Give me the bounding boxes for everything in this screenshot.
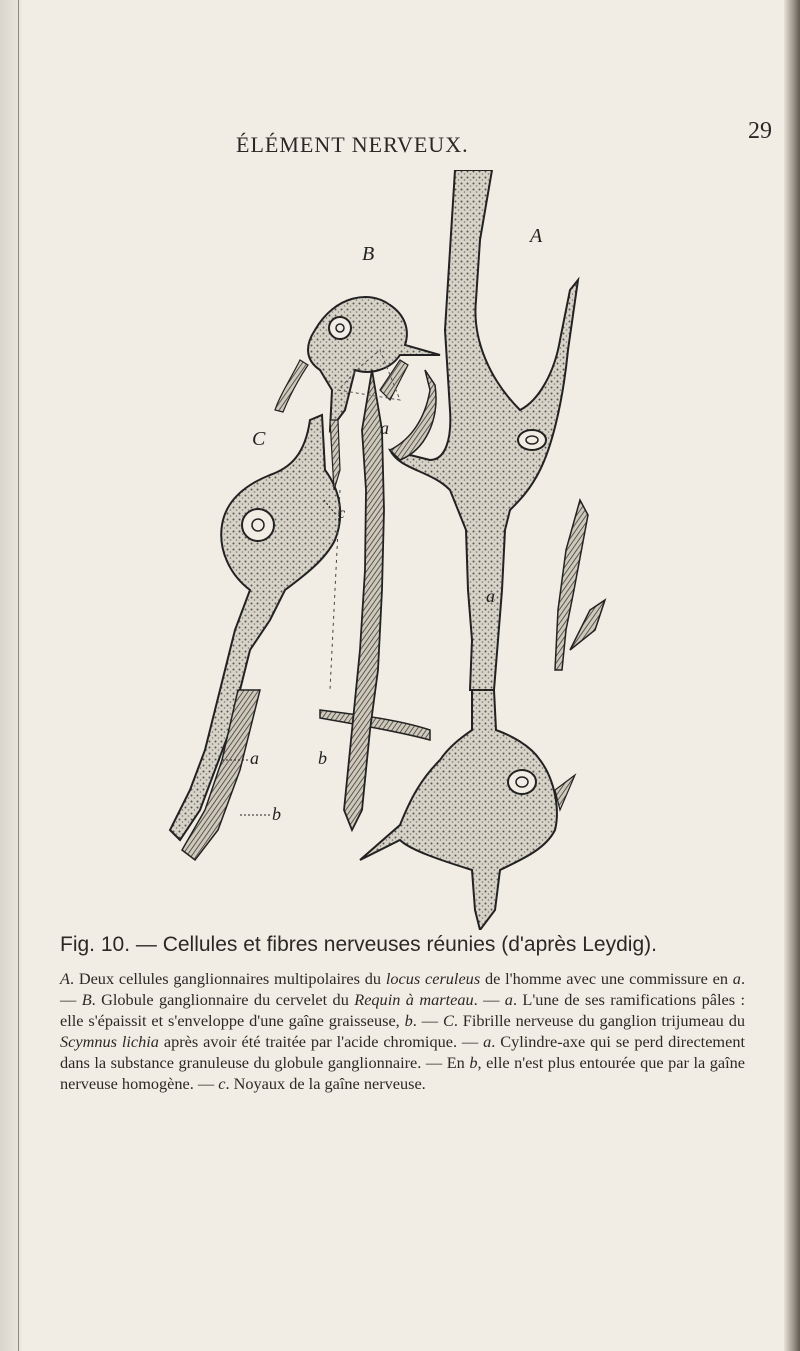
caption-C-a: a [483,1032,492,1051]
caption-B-italic: Requin à marteau [354,990,474,1009]
caption-c-letter: c [218,1074,226,1093]
label-B: B [362,243,375,265]
label-b-left: b [272,804,281,824]
caption-c-text: . Noyaux de la gaîne nerveuse. [225,1074,426,1093]
caption-C-b: b [469,1053,478,1072]
page-border-line [18,0,19,1351]
caption-A-text: . Deux cellules ganglionnaires multipolaires du [69,969,386,988]
caption-C-italic: Scymnus lichia [60,1032,159,1051]
label-a-left: a [250,748,259,768]
caption-C-text4: , elle n'est plus entourée que par la gaîne nerveuse homogène. — [60,1053,745,1093]
caption-a-b: b [404,1011,413,1030]
page-number: 29 [748,118,772,144]
caption-C-letter: C [442,1011,454,1030]
caption-A-letter: A [60,969,70,988]
caption-B-sep: . — [60,969,746,1009]
caption-A-italic: locus ceruleus [385,969,481,988]
caption-B-letter: B [81,990,92,1009]
caption-a-letter: a [504,990,513,1009]
caption-a-text: . L'une de ses ramifications pâles : elle s'épaissit et s'enveloppe d'une gaîne graisseuse, [60,990,746,1030]
label-c: c [338,505,346,522]
page-binding-shadow [784,0,800,1351]
caption-B-text: . Globule ganglionnaire du cervelet du [91,990,355,1009]
label-C: C [252,428,266,450]
caption-C-text2: après avoir été traitée par l'acide chromique. — [158,1032,484,1051]
caption-A-a: a [732,969,741,988]
caption-a-sep: . — [473,990,505,1009]
nerve-cells-figure [100,170,660,930]
caption-C-text3: . Cylindre-axe qui se perd directement dans la substance granuleuse du globule ganglionnaire. — En [60,1032,745,1072]
label-A: A [530,225,543,247]
cell-a-upper [390,170,605,690]
caption-C-sep: . — [412,1011,443,1030]
caption-C-text: . Fibrille nerveuse du ganglion trijumeau du [453,1011,745,1030]
figure-caption-title: Fig. 10. — Cellules et fibres nerveuses réunies (d'après Leydig). [60,933,657,956]
label-a-mid: a [486,586,495,606]
running-head: ÉLÉMENT NERVEUX. [236,132,469,157]
label-b-mid: b [318,748,327,768]
label-a-top: a [380,418,389,438]
figure-caption-body [60,968,745,1094]
caption-A-text2: de l'homme avec une commissure en [480,969,733,988]
